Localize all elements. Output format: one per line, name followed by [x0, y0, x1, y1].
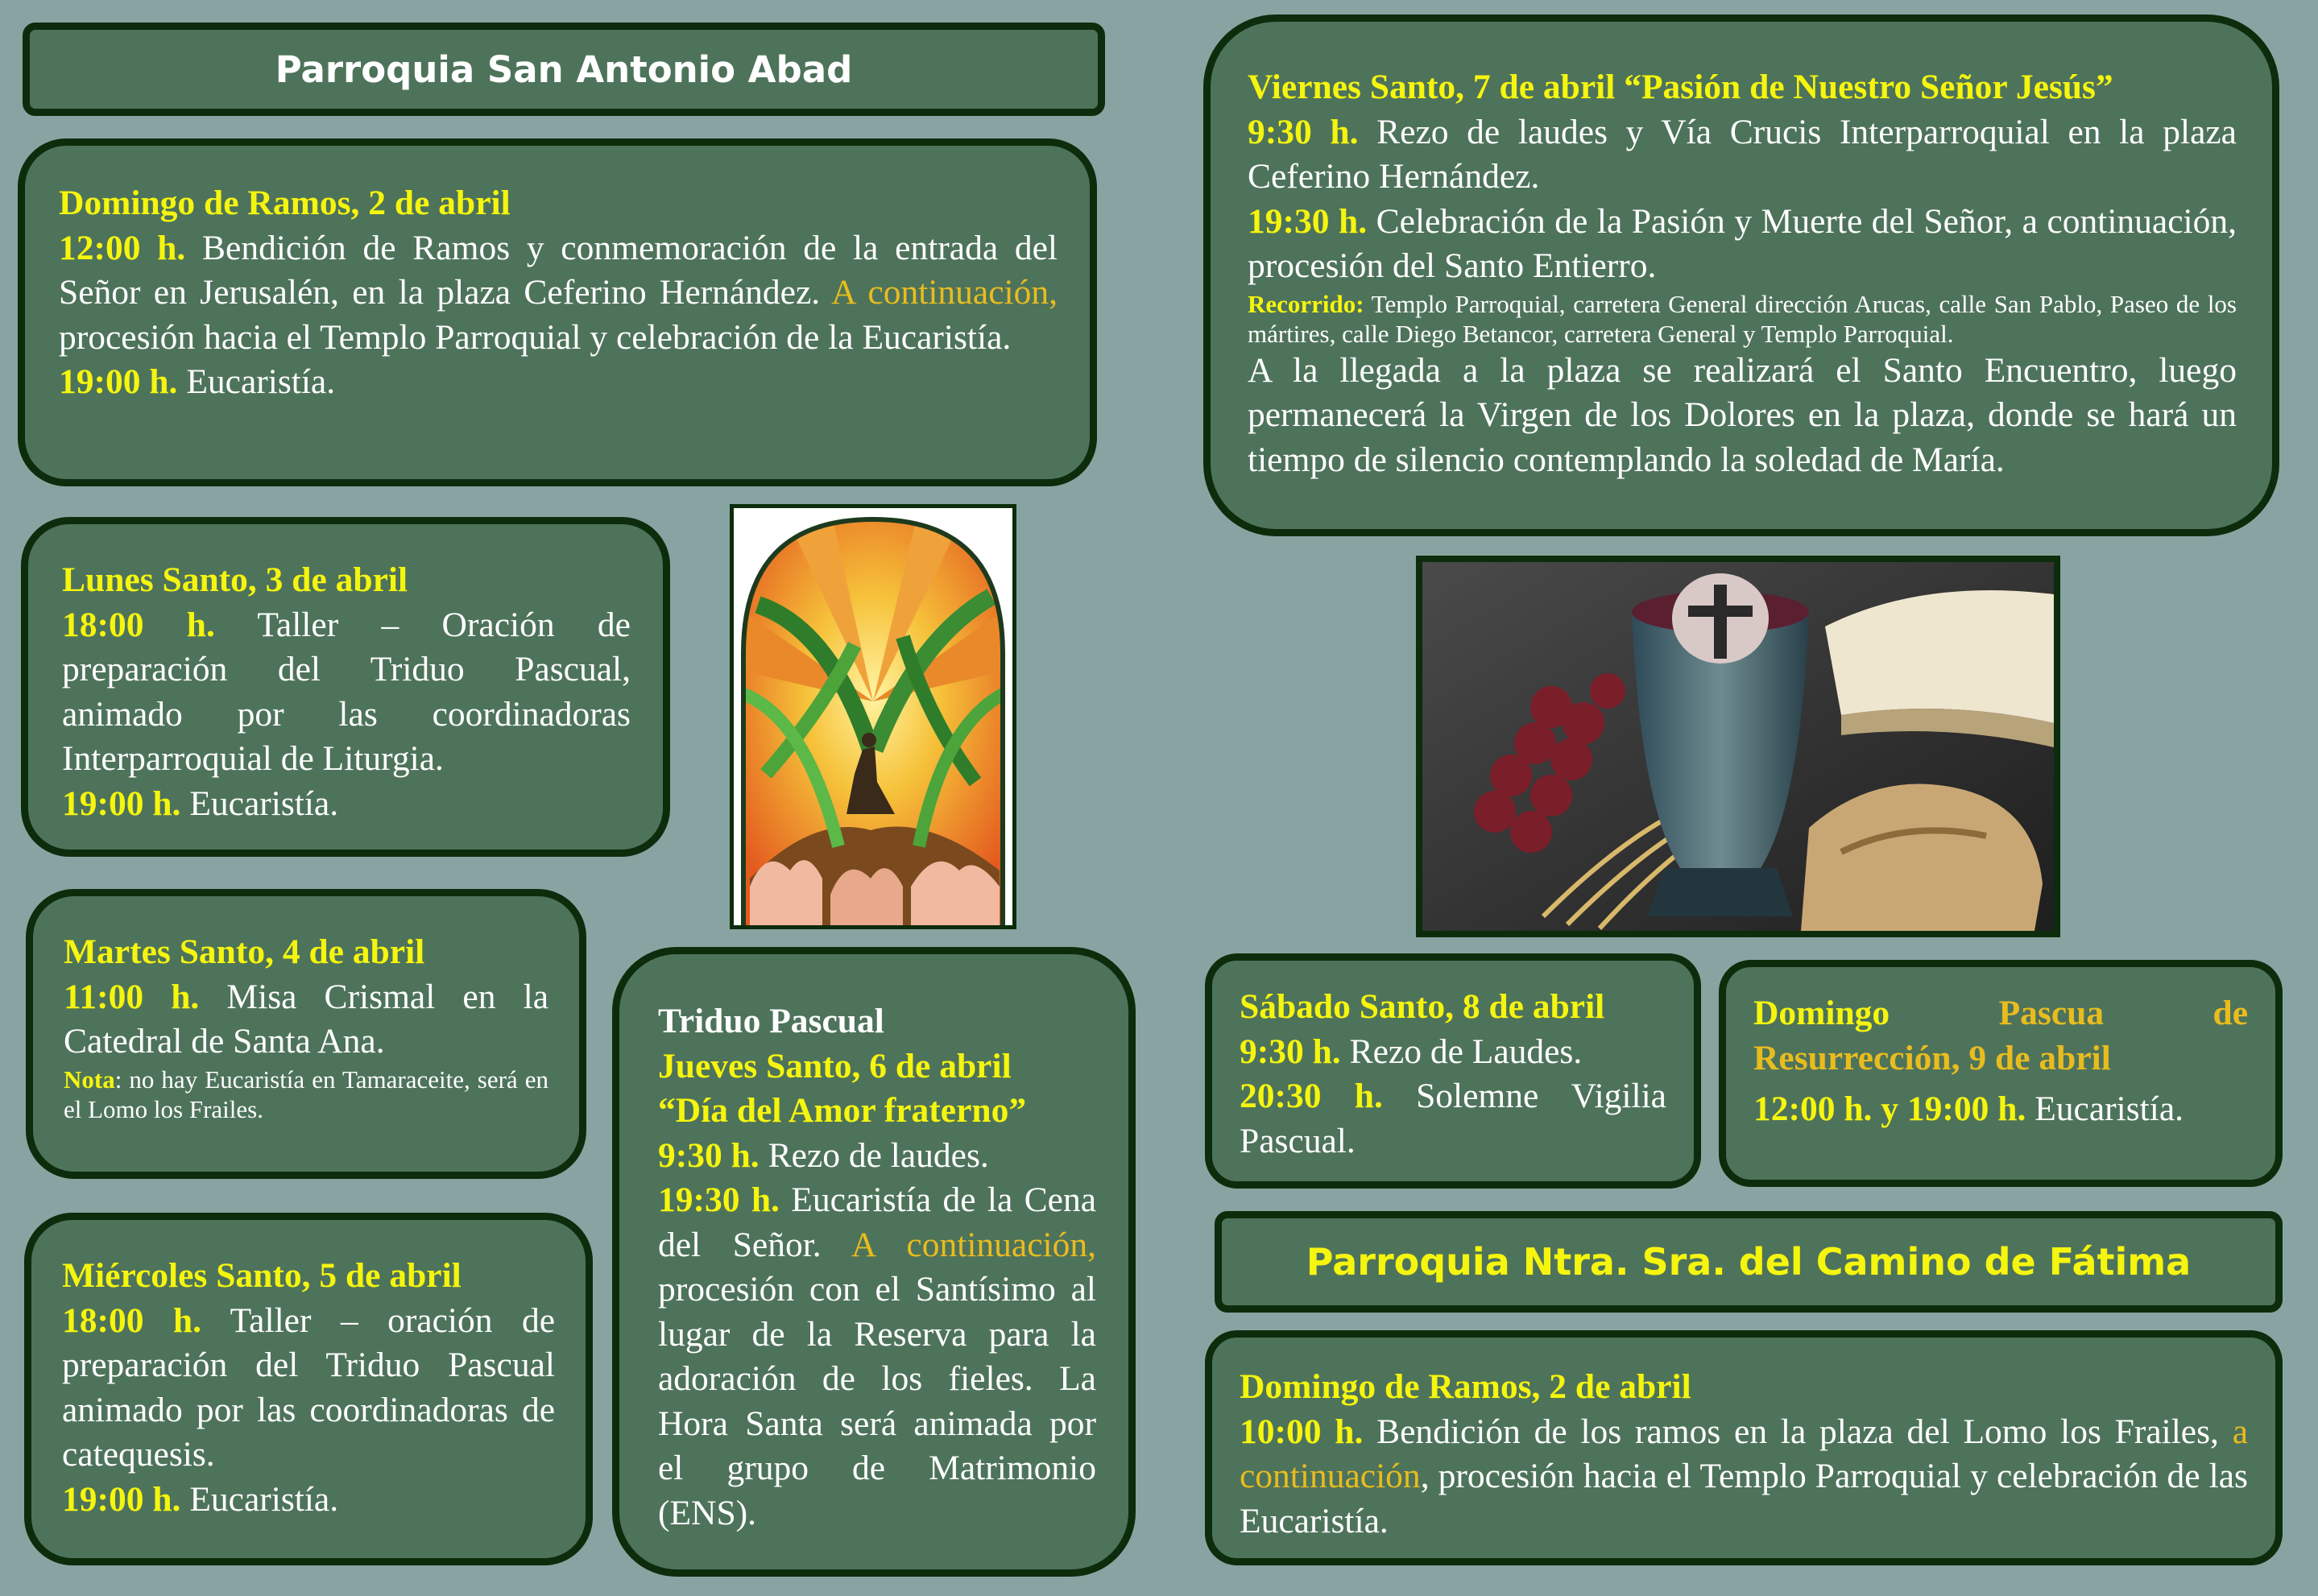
- miercoles-santo-box: [24, 1213, 593, 1565]
- jueves-santo-title: Jueves Santo, 6 de abril: [658, 1046, 1012, 1085]
- domingo-ramos-title: Domingo de Ramos, 2 de abril: [59, 184, 511, 222]
- note-text: : no hay Eucaristía en Tamaraceite, será en el Lomo los Frailes.: [64, 1065, 548, 1123]
- desc: Eucaristía.: [180, 784, 339, 823]
- time: 10:00 h.: [1240, 1412, 1364, 1451]
- jueves-santo-subtitle: “Día del Amor fraterno”: [658, 1091, 1027, 1130]
- route-label: Recorrido:: [1248, 289, 1364, 318]
- time: 9:30 h.: [1248, 112, 1359, 151]
- fatima-domingo-ramos-box: [1205, 1330, 2283, 1565]
- time: 12:00 h. y 19:00 h.: [1753, 1089, 2026, 1128]
- martes-santo-title: Martes Santo, 4 de abril: [64, 932, 425, 971]
- header-fatima-text: Parroquia Ntra. Sra. del Camino de Fátima: [1306, 1240, 2192, 1284]
- time: 11:00 h.: [64, 977, 200, 1016]
- desc: procesión hacia el Templo Parroquial y celebración de la Eucaristía.: [59, 317, 1012, 357]
- header-san-antonio-text: Parroquia San Antonio Abad: [275, 48, 853, 91]
- sabado-santo-box: [1205, 953, 1701, 1189]
- highlight: A continuación,: [831, 273, 1058, 312]
- desc: Eucaristía de la Cena del Señor.: [658, 1180, 1097, 1264]
- palm-illustration-graphic: [734, 508, 1012, 925]
- highlight: a continuación: [1240, 1412, 2248, 1495]
- pascua-title: [1753, 991, 2248, 1081]
- desc: Taller – oración de preparación del Triduo Pascual animado por las coordinadoras de catequesis.: [62, 1300, 556, 1474]
- time: 20:30 h.: [1240, 1077, 1383, 1115]
- time: 19:00 h.: [62, 1479, 181, 1519]
- highlight: A continuación,: [851, 1225, 1096, 1264]
- desc: procesión con el Santísimo al lugar de la Reserva para la adoración de los fieles. La Hora Santa será animada por el grupo de Matrimonio (ENS).: [658, 1270, 1096, 1532]
- desc: Eucaristía.: [2026, 1089, 2184, 1128]
- time: 19:00 h.: [59, 362, 178, 401]
- viernes-santo-box: [1203, 14, 2279, 536]
- time: 18:00 h.: [62, 1300, 201, 1340]
- lunes-santo-box: [21, 517, 670, 857]
- desc: Bendición de Ramos y conmemoración de la entrada del Señor en Jerusalén, en la plaza Ceferino Hernández.: [59, 228, 1058, 312]
- desc: Solemne Vigilia Pascual.: [1240, 1077, 1666, 1160]
- time: 19:30 h.: [658, 1180, 780, 1219]
- route-text: Templo Parroquial, carretera General dirección Arucas, calle San Pablo, Paseo de los mártires, calle Diego Betancor, carretera General y Templo Parroquial.: [1248, 289, 2237, 348]
- note-label: Nota: [64, 1065, 115, 1094]
- fatima-domingo-ramos-title: Domingo de Ramos, 2 de abril: [1240, 1367, 1691, 1406]
- pascua-title-a: Domingo: [1753, 994, 1999, 1032]
- eucharist-photo: [1416, 556, 2060, 937]
- desc: Eucaristía.: [180, 1479, 339, 1519]
- time: 19:00 h.: [62, 784, 181, 823]
- triduo-heading: Triduo Pascual: [658, 1002, 884, 1040]
- time: 19:30 h.: [1248, 201, 1368, 241]
- lunes-santo-title: Lunes Santo, 3 de abril: [62, 560, 408, 599]
- desc: Eucaristía.: [177, 362, 336, 401]
- desc: Bendición de los ramos en la plaza del Lomo los Frailes,: [1363, 1412, 2233, 1451]
- desc: Celebración de la Pasión y Muerte del Señor, a continuación, procesión del Santo Entierro.: [1248, 201, 2237, 285]
- desc: Rezo de Laudes.: [1340, 1032, 1583, 1071]
- desc: Misa Crismal en la Catedral de Santa Ana.: [64, 977, 549, 1061]
- domingo-ramos-box: [18, 139, 1097, 486]
- desc: Rezo de laudes.: [759, 1135, 989, 1175]
- viernes-desc: A la llegada a la plaza se realizará el Santo Encuentro, luego permanecerá la Virgen de los Dolores en la plaza, donde se hará un tiempo de silencio contemplando la soledad de María.: [1248, 350, 2237, 479]
- time: 9:30 h.: [1240, 1032, 1341, 1071]
- desc: , procesión hacia el Templo Parroquial y celebración de las Eucaristía.: [1240, 1457, 2248, 1540]
- desc: Taller – Oración de preparación del Triduo Pascual, animado por las coordinadoras Interparroquial de Liturgia.: [62, 605, 631, 778]
- time: 9:30 h.: [658, 1135, 760, 1175]
- martes-santo-box: [26, 889, 586, 1179]
- palm-sunday-illustration: [730, 504, 1016, 929]
- viernes-santo-title: Viernes Santo, 7 de abril “Pasión de Nuestro Señor Jesús”: [1248, 68, 2113, 106]
- desc: Rezo de laudes y Vía Crucis Interparroquial en la plaza Ceferino Hernández.: [1248, 112, 2237, 196]
- triduo-pascual-box: [612, 947, 1136, 1577]
- sabado-santo-title: Sábado Santo, 8 de abril: [1240, 987, 1605, 1026]
- header-san-antonio: [23, 23, 1105, 116]
- miercoles-santo-title: Miércoles Santo, 5 de abril: [62, 1256, 462, 1295]
- pascua-box: [1719, 960, 2283, 1187]
- eucharist-photo-graphic: [1422, 562, 2054, 931]
- pascua-title-b: Pascua de Resurrección, 9 de abril: [1753, 994, 2248, 1077]
- time: 12:00 h.: [59, 228, 186, 267]
- time: 18:00 h.: [62, 605, 215, 644]
- header-fatima: [1215, 1211, 2283, 1313]
